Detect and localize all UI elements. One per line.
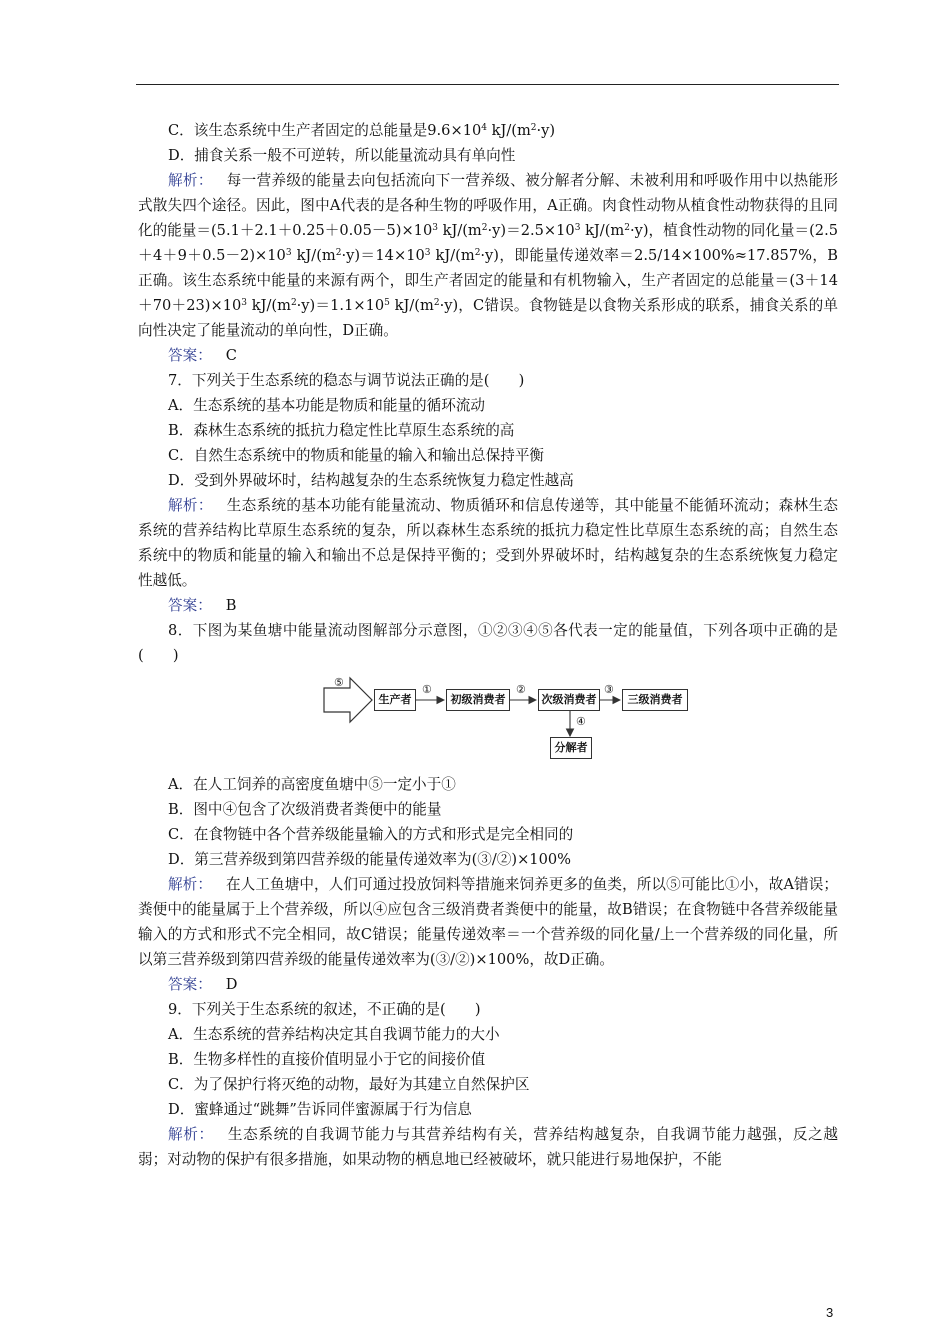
node-producer: 生产者 — [374, 689, 416, 711]
analysis-label: 解析： — [168, 497, 213, 514]
option-c-q8: C．在食物链中各个营养级能量输入的方式和形式是完全相同的 — [168, 826, 574, 843]
analysis-label: 解析： — [168, 1126, 214, 1143]
diagram-arrows — [138, 674, 838, 766]
analysis-label: 解析： — [168, 172, 213, 189]
answer-label: 答案： — [168, 976, 212, 993]
answer-q7: 答案： B — [168, 597, 237, 614]
analysis-q6: 解析： 每一营养级的能量去向包括流向下一营养级、被分解者分解、未被利用和呼吸作用中以热能形式散失四个途径。因此，图中A代表的是各种生物的呼吸作用，A正确。肉食性动物从植食性动物获得的且同化的能量$=(5.1+2.1+0.25+0.05-5)\times 10^3$ $kJ/(m^2\cdot y)=2.5\times 10^3$ $kJ/(m^2\cdot y)$，植食性动物的同化量$=(2.5+4+9+0.5-2)\times 10^3$ $kJ/(m^2\cdot y)=14\times 10^3$ $kJ/(m^2\cdot y)$，即能量传递效率＝2.5/14×100%≈17.857%，B正确。该生态系统中能量的来源有两个，即生产者固定的能量和有机物输入，生产者固定的总能量$=(3+14+70+23)\times 10^3$ $kJ/(m^2\cdot y)=1.1\times 10^5$ $kJ/(m^2\cdot y)$，C错误。食物链是以食物关系形成的联系，捕食关系的单向性决定了能量流动的单向性，D正确。 — [138, 172, 839, 339]
option-d-q7: D．受到外界破坏时，结构越复杂的生态系统恢复力稳定性越高 — [168, 472, 574, 489]
option-b-q7: B．森林生态系统的抵抗力稳定性比草原生态系统的高 — [168, 422, 515, 439]
header-rule — [136, 84, 839, 85]
label-5: ⑤ — [334, 676, 344, 689]
question-7: 7．下列关于生态系统的稳态与调节说法正确的是( ) — [168, 372, 525, 389]
option-a-q9: A．生态系统的营养结构决定其自我调节能力的大小 — [168, 1026, 500, 1043]
label-3: ③ — [604, 683, 614, 696]
option-d-q9: D．蜜蜂通过“跳舞”告诉同伴蜜源属于行为信息 — [168, 1101, 472, 1118]
input-arrow — [324, 678, 372, 722]
answer-label: 答案： — [168, 597, 212, 614]
label-2: ② — [516, 683, 526, 696]
node-secondary-consumer: 次级消费者 — [538, 689, 600, 711]
option-c-q7: C．自然生态系统中的物质和能量的输入和输出总保持平衡 — [168, 447, 545, 464]
analysis-q9: 解析： 生态系统的自我调节能力与其营养结构有关，营养结构越复杂，自我调节能力越强，反之越弱；对动物的保护有很多措施，如果动物的栖息地已经被破坏，就只能进行易地保护，不能 — [138, 1126, 838, 1168]
node-decomposer: 分解者 — [550, 737, 592, 759]
option-c-q6: C．该生态系统中生产者固定的总能量是$9.6\times 10^4$ $kJ/(m^2\cdot y)$ — [168, 122, 556, 139]
page-content — [138, 118, 838, 1172]
answer-q8: 答案： D — [168, 976, 238, 993]
option-b-q8: B．图中④包含了次级消费者粪便中的能量 — [168, 801, 442, 818]
page-number: 3 — [826, 1305, 834, 1320]
option-b-q9: B．生物多样性的直接价值明显小于它的间接价值 — [168, 1051, 486, 1068]
option-a-q7: A．生态系统的基本功能是物质和能量的循环流动 — [168, 397, 486, 414]
answer-label: 答案： — [168, 347, 212, 364]
label-1: ① — [422, 683, 432, 696]
energy-flow-diagram — [138, 674, 838, 766]
analysis-q7: 解析： 生态系统的基本功能有能量流动、物质循环和信息传递等，其中能量不能循环流动；森林生态系统的营养结构比草原生态系统的复杂，所以森林生态系统的抵抗力稳定性比草原生态系统的高；自然生态系统中的物质和能量的输入和输出不总是保持平衡的；受到外界破坏时，结构越复杂的生态系统恢复力稳定性越低。 — [138, 497, 838, 589]
option-d-q8: D．第三营养级到第四营养级的能量传递效率为(③/②)×100% — [168, 851, 572, 868]
label-4: ④ — [576, 715, 586, 728]
option-a-q8: A．在人工饲养的高密度鱼塘中⑤一定小于① — [168, 776, 456, 793]
question-9: 9．下列关于生态系统的叙述，不正确的是( ) — [168, 1001, 481, 1018]
analysis-label: 解析： — [168, 876, 213, 893]
question-8: 8．下图为某鱼塘中能量流动图解部分示意图，①②③④⑤各代表一定的能量值，下列各项中正确的是( ) — [138, 622, 838, 664]
option-c-q9: C．为了保护行将灭绝的动物，最好为其建立自然保护区 — [168, 1076, 530, 1093]
node-primary-consumer: 初级消费者 — [446, 689, 510, 711]
answer-q6: 答案： C — [168, 347, 237, 364]
node-tertiary-consumer: 三级消费者 — [622, 689, 688, 711]
option-d-q6: D．捕食关系一般不可逆转，所以能量流动具有单向性 — [168, 147, 516, 164]
analysis-q8: 解析： 在人工鱼塘中，人们可通过投放饲料等措施来饲养更多的鱼类，所以⑤可能比①小，故A错误；粪便中的能量属于上个营养级，所以④应包含三级消费者粪便中的能量，故B错误；在食物链中各营养级能量输入的方式和形式不完全相同，故C错误；能量传递效率＝一个营养级的同化量/上一个营养级的同化量，所以第三营养级到第四营养级的能量传递效率为(③/②)×100%，故D正确。 — [138, 876, 838, 968]
